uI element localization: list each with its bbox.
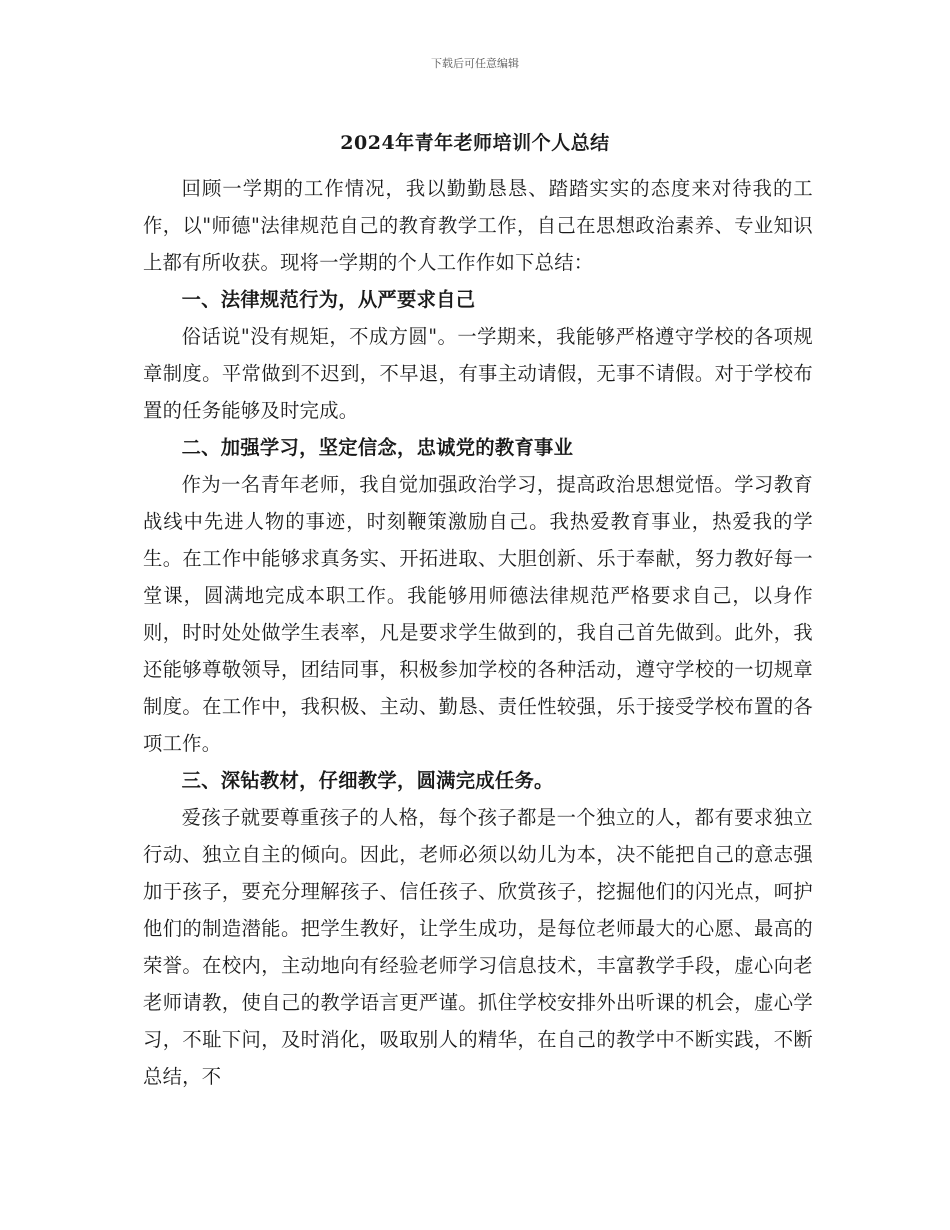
document-body (143, 170, 813, 1095)
section-1-paragraph: 俗话说"没有规矩，不成方圆"。一学期来，我能够严格遵守学校的各项规章制度。平常做到不迟到，不早退，有事主动请假，无事不请假。对于学校布置的任务能够及时完成。 (143, 325, 813, 422)
document-title: 2024年青年老师培训个人总结 (340, 132, 610, 154)
page-header: 下载后可任意编辑 (431, 57, 519, 70)
intro-paragraph: 回顾一学期的工作情况，我以勤勤恳恳、踏踏实实的态度来对待我的工作，以"师德"法律规范自己的教育教学工作，自己在思想政治素养、专业知识上都有所收获。现将一学期的个人工作作如下总结： (143, 177, 813, 274)
section-heading-3: 三、深钻教材，仔细教学，圆满完成任务。 (181, 769, 554, 792)
section-3-paragraph: 爱孩子就要尊重孩子的人格，每个孩子都是一个独立的人，都有要求独立行动、独立自主的倾向。因此，老师必须以幼儿为本，决不能把自己的意志强加于孩子，要充分理解孩子、信任孩子、欣赏孩子，挖掘他们的闪光点，呵护他们的制造潜能。把学生教好，让学生成功，是每位老师最大的心愿、最高的荣誉。在校内，主动地向有经验老师学习信息技术，丰富教学手段，虚心向老老师请教，使自己的教学语言更严谨。抓住学校安排外出听课的机会，虚心学习，不耻下问，及时消化，吸取别人的精华，在自己的教学中不断实践，不断总结，不 (143, 806, 813, 1088)
section-2-paragraph: 作为一名青年老师，我自觉加强政治学习，提高政治思想觉悟。学习教育战线中先进人物的事迹，时刻鞭策激励自己。我热爱教育事业，热爱我的学生。在工作中能够求真务实、开拓进取、大胆创新、乐于奉献，努力教好每一堂课，圆满地完成本职工作。我能够用师德法律规范严格要求自己，以身作则，时时处处做学生表率，凡是要求学生做到的，我自己首先做到。此外，我还能够尊敬领导，团结同事，积极参加学校的各种活动，遵守学校的一切规章制度。在工作中，我积极、主动、勤恳、责任性较强，乐于接受学校布置的各项工作。 (143, 473, 813, 755)
section-heading-1: 一、法律规范行为，从严要求自己 (181, 288, 476, 311)
section-heading-2: 二、加强学习，坚定信念，忠诚党的教育事业 (181, 436, 574, 459)
